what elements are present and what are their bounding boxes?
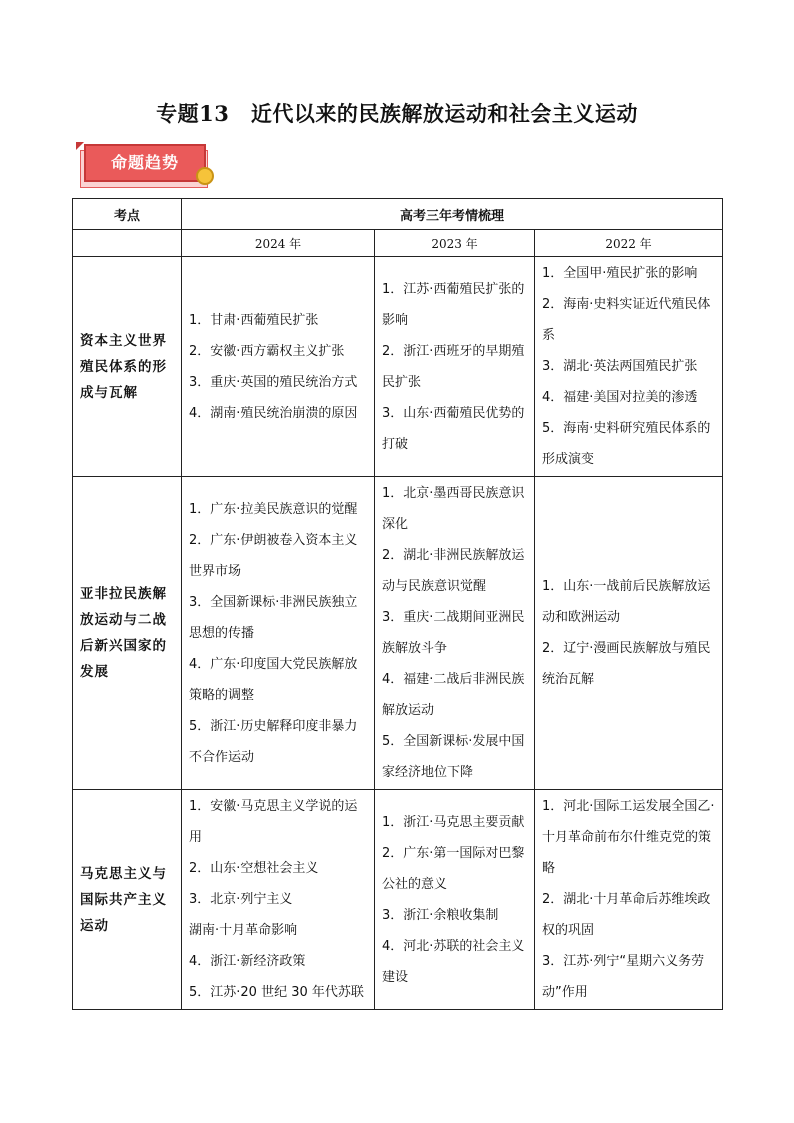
year-empty-cell <box>73 230 182 257</box>
header-point: 考点 <box>73 199 182 230</box>
cell-2024 <box>182 477 375 790</box>
list-item: 2．海南·史料实证近代殖民体系 <box>542 297 711 343</box>
list-item: 2．湖北·十月革命后苏维埃政权的巩固 <box>542 892 711 938</box>
cell-2023 <box>375 257 535 477</box>
list-item: 4．福建·二战后非洲民族解放运动 <box>382 672 525 718</box>
page-title: 专题13 近代以来的民族解放运动和社会主义运动 <box>156 101 638 126</box>
list-item: 4．浙江·新经济政策 <box>189 954 306 969</box>
list-item: 2．湖北·非洲民族解放运动与民族意识觉醒 <box>382 548 525 594</box>
badge-corner-icon <box>76 142 84 150</box>
topic-cell: 亚非拉民族解放运动与二战后新兴国家的发展 <box>73 477 182 790</box>
year-2023: 2023 年 <box>375 230 535 257</box>
list-item: 5．全国新课标·发展中国家经济地位下降 <box>382 734 525 780</box>
cell-2022 <box>535 257 723 477</box>
header-review: 高考三年考情梳理 <box>182 199 723 230</box>
topic-cell: 资本主义世界殖民体系的形成与瓦解 <box>73 257 182 477</box>
cell-2024 <box>182 257 375 477</box>
list-item: 3．浙江·余粮收集制 <box>382 907 499 923</box>
list-item: 湖南·十月革命影响 <box>189 923 298 938</box>
list-item: 2．广东·伊朗被卷入资本主义世界市场 <box>189 532 358 579</box>
list-item: 2．辽宁·漫画民族解放与殖民统治瓦解 <box>542 641 711 687</box>
trend-badge <box>76 140 216 190</box>
list-item: 1．广东·拉美民族意识的觉醒 <box>189 501 358 517</box>
badge-ring-icon <box>196 167 214 185</box>
year-2022: 2022 年 <box>535 230 723 257</box>
list-item: 1．北京·墨西哥民族意识深化 <box>382 486 525 532</box>
year-2024: 2024 年 <box>182 230 375 257</box>
list-item: 3．湖北·英法两国殖民扩张 <box>542 359 698 374</box>
list-item: 4．福建·美国对拉美的渗透 <box>542 390 698 405</box>
list-item: 1．全国甲·殖民扩张的影响 <box>542 266 698 281</box>
table-year-row <box>73 230 723 257</box>
table-row <box>73 477 723 790</box>
list-item: 2．广东·第一国际对巴黎公社的意义 <box>382 845 525 892</box>
cell-2023 <box>375 477 535 790</box>
table-header-row <box>73 199 723 230</box>
list-item: 3．江苏·列宁“星期六义务劳动”作用 <box>542 954 705 1000</box>
exam-trend-table <box>72 198 723 1010</box>
list-item: 4．湖南·殖民统治崩溃的原因 <box>189 405 358 421</box>
list-item: 1．浙江·马克思主要贡献 <box>382 814 525 830</box>
list-item: 5．江苏·20 世纪 30 年代苏联 <box>189 985 364 1000</box>
list-item: 2．安徽·西方霸权主义扩张 <box>189 343 345 359</box>
topic-cell: 马克思主义与国际共产主义运动 <box>73 790 182 1010</box>
list-item: 1．甘肃·西葡殖民扩张 <box>189 312 319 328</box>
list-item: 3．全国新课标·非洲民族独立思想的传播 <box>189 594 358 641</box>
list-item: 1．江苏·西葡殖民扩张的影响 <box>382 281 525 328</box>
table-row <box>73 790 723 1010</box>
list-item: 3．北京·列宁主义 <box>189 892 293 907</box>
list-item: 1．山东·一战前后民族解放运动和欧洲运动 <box>542 579 711 625</box>
cell-2024 <box>182 790 375 1010</box>
badge-label: 命题趋势 <box>84 144 206 182</box>
list-item: 4．河北·苏联的社会主义建设 <box>382 938 525 985</box>
list-item: 5．浙江·历史解释印度非暴力不合作运动 <box>189 718 358 765</box>
list-item: 3．重庆·二战期间亚洲民族解放斗争 <box>382 610 525 656</box>
list-item: 1．河北·国际工运发展全国乙·十月革命前布尔什维克党的策略 <box>542 799 715 876</box>
list-item: 3．山东·西葡殖民优势的打破 <box>382 405 525 452</box>
list-item: 2．浙江·西班牙的早期殖民扩张 <box>382 343 525 390</box>
list-item: 1．安徽·马克思主义学说的运用 <box>189 799 358 845</box>
cell-2022 <box>535 790 723 1010</box>
cell-2023 <box>375 790 535 1010</box>
table-row <box>73 257 723 477</box>
list-item: 4．广东·印度国大党民族解放策略的调整 <box>189 656 358 703</box>
list-item: 5．海南·史料研究殖民体系的形成演变 <box>542 421 711 467</box>
list-item: 2．山东·空想社会主义 <box>189 861 319 876</box>
list-item: 3．重庆·英国的殖民统治方式 <box>189 374 358 390</box>
cell-2022 <box>535 477 723 790</box>
